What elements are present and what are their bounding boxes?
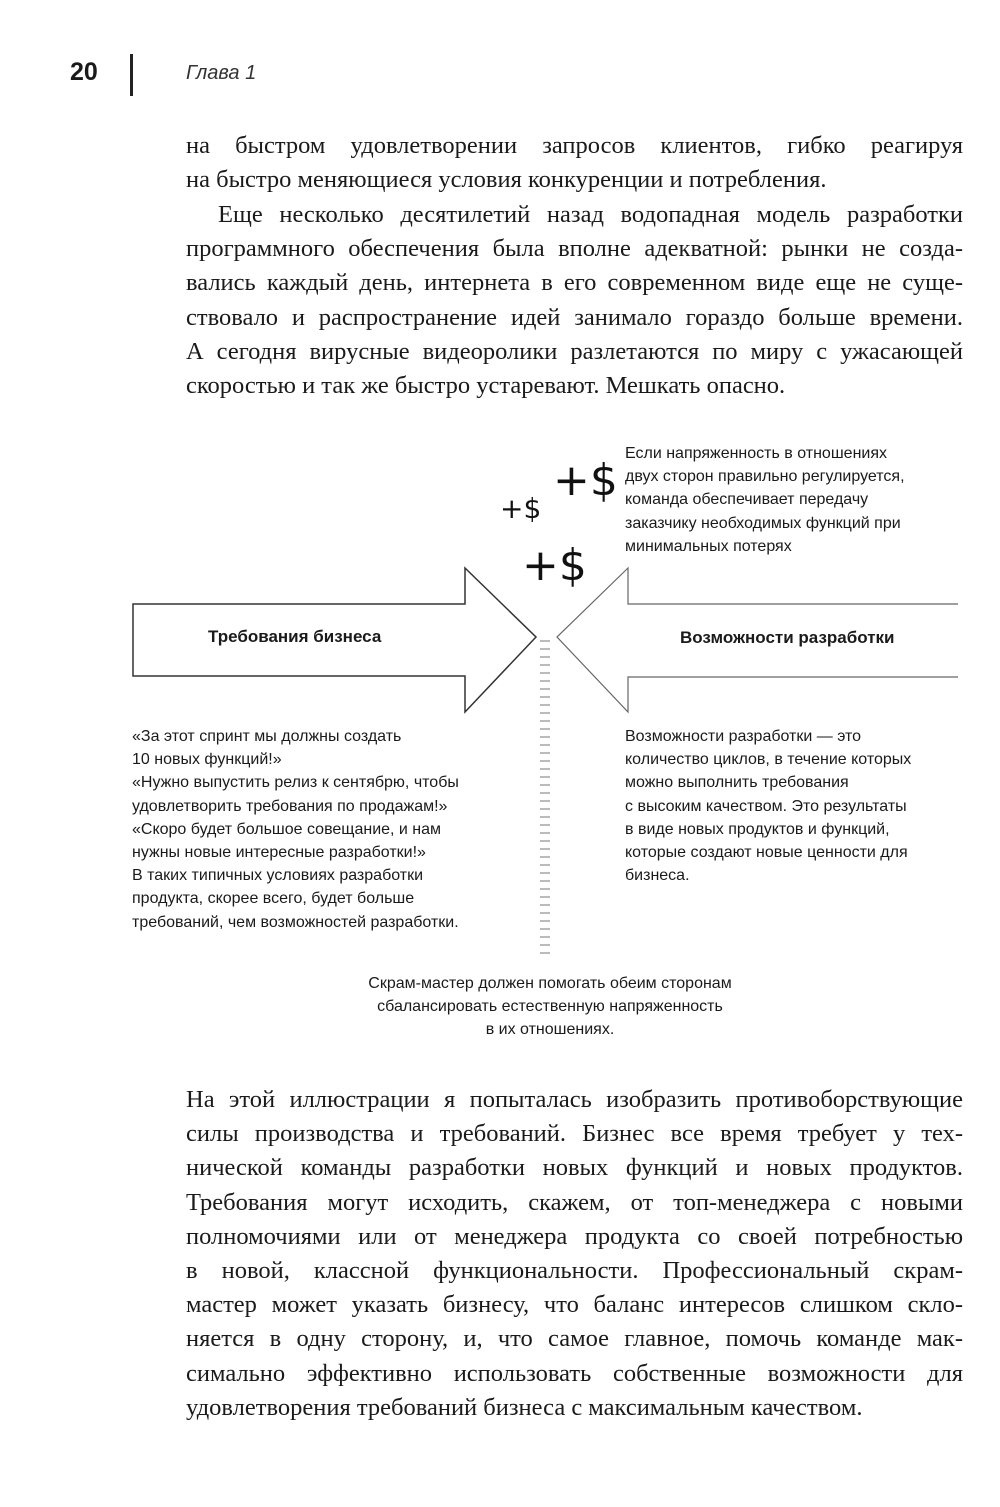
text-line: вались каждый день, интернета в его современном виде еще не суще-	[186, 269, 963, 297]
text-line: «Скоро будет большое совещание, и нам	[132, 820, 442, 838]
text-line: в их отношениях.	[485, 1021, 615, 1039]
right-note	[625, 725, 911, 887]
chapter-title: Глава 1	[186, 62, 257, 84]
text-line: Если напряженность в отношениях	[625, 445, 887, 462]
text-line: заказчику необходимых функций при	[625, 514, 901, 532]
text-line: Скрам-мастер должен помогать обеим сторонам	[368, 975, 732, 992]
text-line: «Нужно выпустить релиз к сентябрю, чтобы	[132, 774, 459, 792]
text-line: удовлетворить требования по продажам!»	[132, 797, 448, 815]
text-line: полномочиями или от менеджера продукта со своей потребностью	[186, 1222, 963, 1250]
text-line: с высоким качеством. Это результаты	[625, 797, 907, 815]
left-note	[132, 725, 459, 934]
text-line: команда обеспечивает передачу	[625, 491, 869, 509]
text-line: двух сторон правильно регулируется,	[625, 468, 905, 486]
text-line: сбалансировать естественную напряженность	[377, 998, 723, 1016]
text-line: программного обеспечения была вполне адекватной: рынки не созда-	[186, 235, 963, 263]
text-line: симально эффективно использовать собственные возможности для	[186, 1359, 963, 1387]
text-line: В таких типичных условиях разработки	[132, 867, 424, 885]
text-line: силы производства и требований. Бизнес все время требует у тех-	[186, 1120, 963, 1148]
text-line: няется в одну сторону, и, что самое главное, помочь команде мак-	[186, 1325, 963, 1353]
text-line: которые создают новые ценности для	[625, 844, 908, 862]
text-line: требований, чем возможностей разработки.	[132, 913, 459, 931]
text-line: На этой иллюстрации я попыталась изобразить противоборствующие	[186, 1086, 963, 1113]
paragraph-3	[186, 1083, 963, 1425]
text-line: бизнеса.	[625, 867, 690, 885]
page-number: 20	[70, 58, 98, 86]
text-line: удовлетворения требований бизнеса с максимальным качеством.	[186, 1393, 863, 1421]
text-line: ствовало и распространение идей занимало гораздо больше времени.	[186, 303, 963, 331]
text-line: количество циклов, в течение которых	[625, 751, 912, 769]
text-line: мастер может указать бизнесу, что баланс интересов слишком скло-	[186, 1291, 963, 1319]
text-line: в виде новых продуктов и функций,	[625, 820, 890, 838]
text-line: 10 новых функций!»	[132, 751, 282, 769]
text-line: Возможности разработки — это	[625, 728, 862, 745]
text-line: Еще несколько десятилетий назад водопадная модель разработки	[218, 201, 963, 228]
dollar-small: +$	[500, 492, 542, 525]
text-line: на быстро меняющиеся условия конкуренции и потребления.	[186, 166, 827, 194]
text-line: на быстром удовлетворении запросов клиентов, гибко реагируя	[186, 132, 963, 159]
dollar-large-2: +$	[522, 540, 587, 591]
text-line: А сегодня вирусные видеоролики разлетаются по миру с ужасающей	[186, 337, 963, 365]
text-line: нической команды разработки новых функций и новых продуктов.	[186, 1154, 963, 1182]
text-line: «За этот спринт мы должны создать	[132, 728, 402, 745]
dollar-large-1: +$	[553, 455, 618, 506]
text-line: продукта, скорее всего, будет больше	[132, 890, 415, 908]
left-arrow-label: Требования бизнеса	[208, 627, 382, 646]
text-line: в новой, классной функциональности. Профессиональный скрам-	[186, 1257, 963, 1285]
text-line: нужны новые интересные разработки!»	[132, 844, 426, 862]
text-line: можно выполнить требования	[625, 774, 849, 792]
bottom-note	[300, 972, 800, 1042]
text-line: Требования могут исходить, скажем, от топ-менеджера с новыми	[186, 1188, 963, 1216]
text-line: минимальных потерях	[625, 537, 792, 555]
text-line: скоростью и так же быстро устаревают. Мешкать опасно.	[186, 372, 786, 400]
right-arrow-label: Возможности разработки	[680, 628, 895, 647]
top-note	[625, 442, 905, 558]
